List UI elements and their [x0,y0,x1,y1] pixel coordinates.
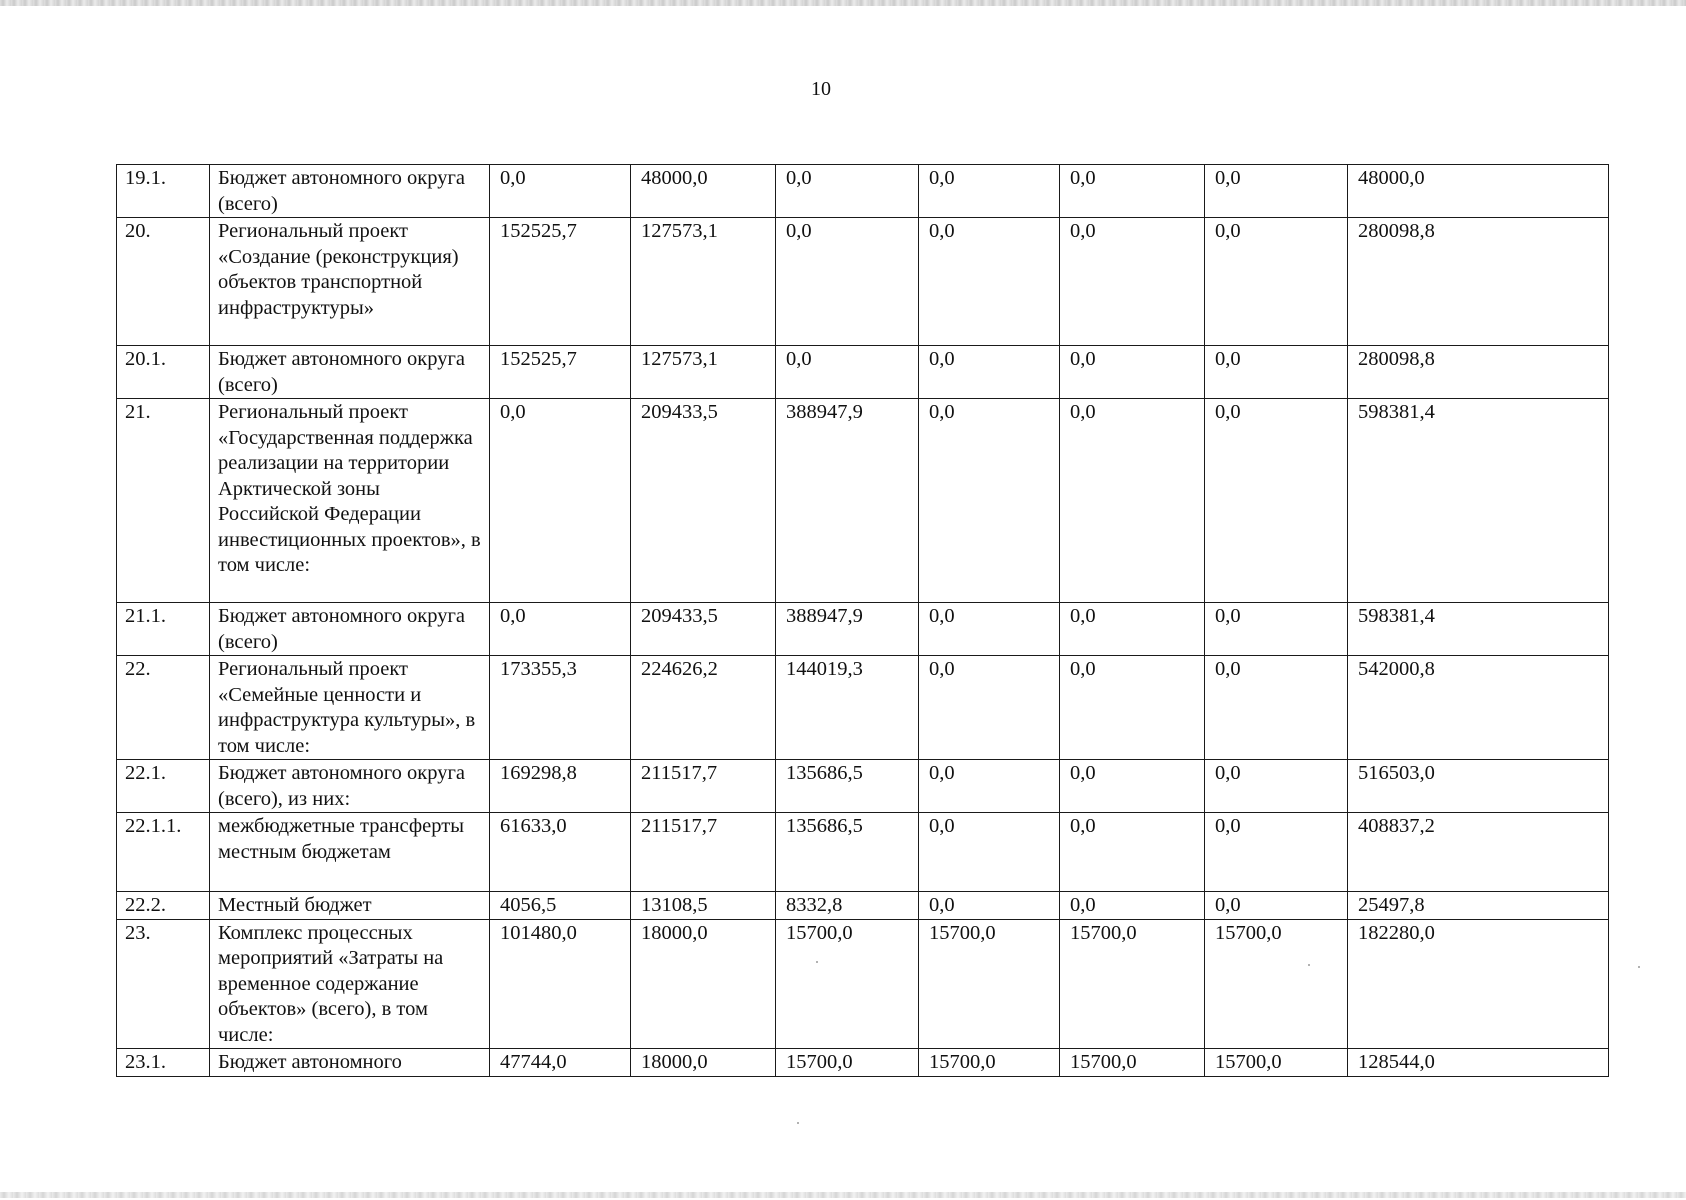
value-cell: 209433,5 [631,399,776,603]
table-row [117,399,1609,603]
total-cell: 598381,4 [1348,603,1609,656]
value-cell: 15700,0 [1060,919,1205,1049]
total-cell: 598381,4 [1348,399,1609,603]
value-cell: 0,0 [776,218,919,346]
row-number: 22.1.1. [117,813,210,892]
value-cell: 144019,3 [776,656,919,760]
value-cell: 0,0 [919,656,1060,760]
total-cell: 128544,0 [1348,1049,1609,1077]
value-cell: 0,0 [1205,813,1348,892]
value-cell: 0,0 [1060,165,1205,218]
value-cell: 15700,0 [776,919,919,1049]
total-cell: 280098,8 [1348,218,1609,346]
value-cell: 8332,8 [776,892,919,920]
scan-edge-top [0,0,1686,6]
row-number: 22. [117,656,210,760]
row-number: 20.1. [117,346,210,399]
scan-speck [816,961,818,963]
value-cell: 0,0 [1205,165,1348,218]
row-name: Комплекс процессных мероприятий «Затраты на временное содержание объектов» (всего), в том числе: [210,919,490,1049]
total-cell: 280098,8 [1348,346,1609,399]
table-row [117,603,1609,656]
value-cell: 224626,2 [631,656,776,760]
scan-speck [1308,964,1310,966]
row-name: Бюджет автономного округа (всего) [210,603,490,656]
scan-edge-bottom [0,1192,1686,1198]
row-number: 22.2. [117,892,210,920]
row-name: Местный бюджет [210,892,490,920]
value-cell: 0,0 [1060,218,1205,346]
value-cell: 18000,0 [631,1049,776,1077]
row-name: Бюджет автономного округа (всего) [210,165,490,218]
value-cell: 0,0 [1060,760,1205,813]
table-row [117,892,1609,920]
row-name: Региональный проект «Государственная поддержка реализации на территории Арктической зоны Российской Федерации инвестиционных проектов», в том числе: [210,399,490,603]
row-name: Бюджет автономного округа (всего), из них: [210,760,490,813]
page-number: 10 [811,78,831,100]
value-cell: 0,0 [776,165,919,218]
value-cell: 101480,0 [490,919,631,1049]
total-cell: 408837,2 [1348,813,1609,892]
value-cell: 15700,0 [919,1049,1060,1077]
value-cell: 47744,0 [490,1049,631,1077]
row-name: Бюджет автономного округа (всего) [210,346,490,399]
value-cell: 388947,9 [776,603,919,656]
value-cell: 13108,5 [631,892,776,920]
table-row [117,165,1609,218]
value-cell: 0,0 [1205,399,1348,603]
value-cell: 0,0 [776,346,919,399]
value-cell: 0,0 [1060,346,1205,399]
value-cell: 0,0 [1205,603,1348,656]
value-cell: 15700,0 [1205,919,1348,1049]
value-cell: 0,0 [919,165,1060,218]
value-cell: 173355,3 [490,656,631,760]
total-cell: 516503,0 [1348,760,1609,813]
value-cell: 135686,5 [776,760,919,813]
value-cell: 4056,5 [490,892,631,920]
table-row [117,760,1609,813]
value-cell: 18000,0 [631,919,776,1049]
table-row [117,218,1609,346]
value-cell: 0,0 [1060,656,1205,760]
value-cell: 0,0 [1205,346,1348,399]
value-cell: 0,0 [919,603,1060,656]
value-cell: 0,0 [919,218,1060,346]
value-cell: 0,0 [919,760,1060,813]
value-cell: 0,0 [490,399,631,603]
total-cell: 182280,0 [1348,919,1609,1049]
value-cell: 0,0 [1205,760,1348,813]
total-cell: 542000,8 [1348,656,1609,760]
row-number: 19.1. [117,165,210,218]
scan-speck [1638,966,1640,968]
value-cell: 61633,0 [490,813,631,892]
value-cell: 0,0 [919,346,1060,399]
value-cell: 0,0 [1060,892,1205,920]
row-name: Региональный проект «Семейные ценности и инфраструктура культуры», в том числе: [210,656,490,760]
value-cell: 0,0 [919,813,1060,892]
value-cell: 0,0 [1060,399,1205,603]
value-cell: 209433,5 [631,603,776,656]
value-cell: 15700,0 [1205,1049,1348,1077]
value-cell: 388947,9 [776,399,919,603]
value-cell: 135686,5 [776,813,919,892]
row-number: 22.1. [117,760,210,813]
value-cell: 48000,0 [631,165,776,218]
value-cell: 152525,7 [490,218,631,346]
table-row [117,1049,1609,1077]
value-cell: 0,0 [919,399,1060,603]
value-cell: 15700,0 [776,1049,919,1077]
value-cell: 0,0 [1205,656,1348,760]
value-cell: 0,0 [919,892,1060,920]
value-cell: 152525,7 [490,346,631,399]
value-cell: 0,0 [1060,813,1205,892]
value-cell: 211517,7 [631,760,776,813]
value-cell: 0,0 [1060,603,1205,656]
row-name: межбюджетные трансферты местным бюджетам [210,813,490,892]
row-number: 21. [117,399,210,603]
row-name: Региональный проект «Создание (реконструкция) объектов транспортной инфраструктуры» [210,218,490,346]
row-name: Бюджет автономного [210,1049,490,1077]
budget-table [116,164,1609,1077]
value-cell: 169298,8 [490,760,631,813]
value-cell: 211517,7 [631,813,776,892]
budget-table-body [117,165,1609,1077]
row-number: 20. [117,218,210,346]
row-number: 21.1. [117,603,210,656]
value-cell: 127573,1 [631,218,776,346]
scan-speck [797,1122,799,1124]
table-row [117,813,1609,892]
total-cell: 25497,8 [1348,892,1609,920]
value-cell: 0,0 [1205,218,1348,346]
table-row [117,656,1609,760]
total-cell: 48000,0 [1348,165,1609,218]
row-number: 23.1. [117,1049,210,1077]
value-cell: 15700,0 [919,919,1060,1049]
value-cell: 0,0 [490,603,631,656]
value-cell: 127573,1 [631,346,776,399]
value-cell: 0,0 [490,165,631,218]
table-row [117,919,1609,1049]
value-cell: 15700,0 [1060,1049,1205,1077]
row-number: 23. [117,919,210,1049]
value-cell: 0,0 [1205,892,1348,920]
table-row [117,346,1609,399]
